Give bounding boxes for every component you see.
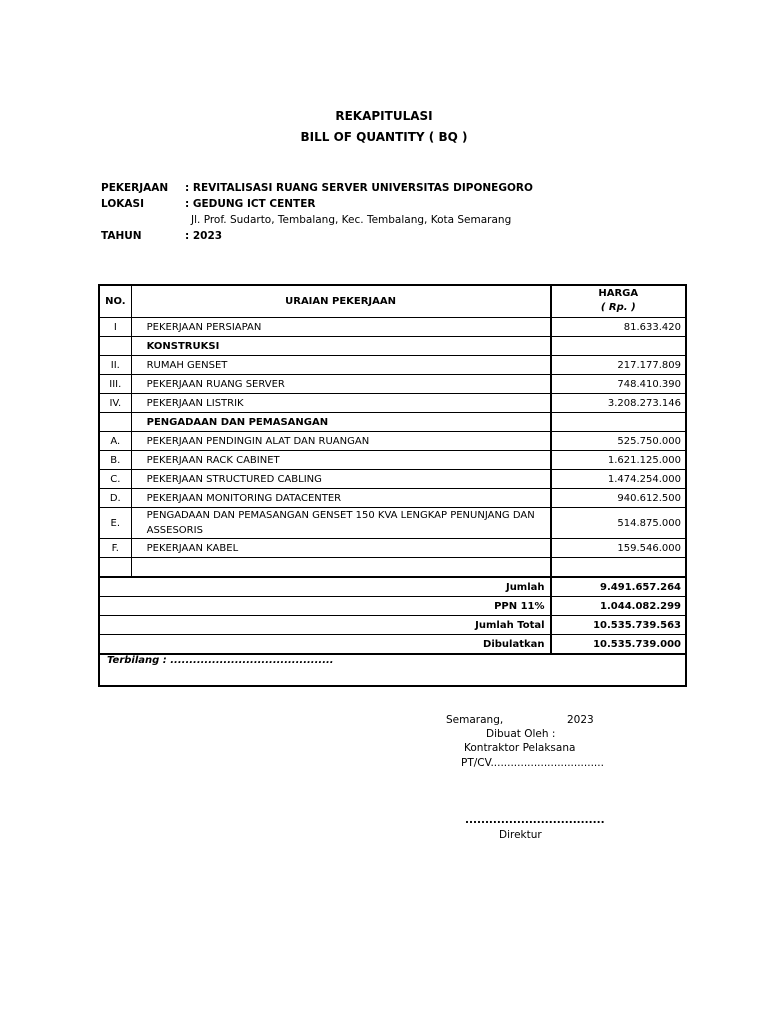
row-value: 81.633.420 — [551, 318, 686, 337]
terbilang-row — [99, 654, 686, 686]
row-value: 1.621.125.000 — [551, 451, 686, 470]
total-value: 10.535.739.000 — [551, 635, 686, 655]
terbilang-text: Terbilang : ........................................... — [99, 654, 686, 686]
lokasi-label: LOKASI — [101, 198, 144, 210]
total-row — [99, 597, 686, 616]
header-no: NO. — [99, 285, 131, 318]
table-row — [99, 413, 686, 432]
table-row — [99, 375, 686, 394]
tahun-value: : 2023 — [185, 230, 223, 242]
row-no: III. — [99, 375, 131, 394]
row-value: 217.177.809 — [551, 356, 686, 375]
table-row — [99, 451, 686, 470]
row-description: PEKERJAAN RACK CABINET — [131, 451, 550, 470]
row-no: F. — [99, 539, 131, 558]
total-row — [99, 635, 686, 655]
row-value: 514.875.000 — [551, 508, 686, 539]
table-row — [99, 394, 686, 413]
row-value — [551, 413, 686, 432]
row-description: PENGADAAN DAN PEMASANGAN — [131, 413, 550, 432]
row-description: PEKERJAAN RUANG SERVER — [131, 375, 550, 394]
row-value: 748.410.390 — [551, 375, 686, 394]
total-label: Jumlah Total — [99, 616, 551, 635]
row-no: B. — [99, 451, 131, 470]
table-row — [99, 508, 686, 539]
total-row — [99, 577, 686, 597]
row-no — [99, 558, 131, 578]
tahun-label: TAHUN — [101, 230, 142, 242]
row-no: E. — [99, 508, 131, 539]
signature-position: Direktur — [499, 829, 542, 841]
row-description — [131, 558, 550, 578]
pekerjaan-value: : REVITALISASI RUANG SERVER UNIVERSITAS DIPONEGORO — [185, 182, 533, 194]
row-no: A. — [99, 432, 131, 451]
row-description: PEKERJAAN PERSIAPAN — [131, 318, 550, 337]
signature-made-by: Dibuat Oleh : — [486, 728, 556, 740]
row-description: KONSTRUKSI — [131, 337, 550, 356]
row-value: 525.750.000 — [551, 432, 686, 451]
row-value: 3.208.273.146 — [551, 394, 686, 413]
table-row — [99, 489, 686, 508]
row-no: I — [99, 318, 131, 337]
row-no — [99, 337, 131, 356]
table-row — [99, 539, 686, 558]
row-value: 1.474.254.000 — [551, 470, 686, 489]
table-row — [99, 470, 686, 489]
row-description: PEKERJAAN PENDINGIN ALAT DAN RUANGAN — [131, 432, 550, 451]
row-description: PEKERJAAN MONITORING DATACENTER — [131, 489, 550, 508]
total-value: 1.044.082.299 — [551, 597, 686, 616]
signature-name-line: ................................... — [465, 814, 605, 826]
header-uraian: URAIAN PEKERJAAN — [131, 285, 550, 318]
row-no: IV. — [99, 394, 131, 413]
table-header-row — [99, 285, 686, 318]
row-value: 940.612.500 — [551, 489, 686, 508]
total-value: 10.535.739.563 — [551, 616, 686, 635]
table-row — [99, 318, 686, 337]
lokasi-value: : GEDUNG ICT CENTER — [185, 198, 316, 210]
total-label: Jumlah — [99, 577, 551, 597]
table-row — [99, 337, 686, 356]
row-description: PENGADAAN DAN PEMASANGAN GENSET 150 KVA LENGKAP PENUNJANG DAN ASSESORIS — [131, 508, 550, 539]
row-no: D. — [99, 489, 131, 508]
signature-company: PT/CV.................................. — [461, 757, 604, 769]
signature-place: Semarang, — [446, 714, 504, 726]
table-row — [99, 432, 686, 451]
signature-year: 2023 — [567, 714, 594, 726]
header-harga-unit: ( Rp. ) — [600, 302, 636, 313]
row-value — [551, 337, 686, 356]
table-row — [99, 356, 686, 375]
row-no: II. — [99, 356, 131, 375]
row-no — [99, 413, 131, 432]
total-label: PPN 11% — [99, 597, 551, 616]
row-value — [551, 558, 686, 578]
signature-role: Kontraktor Pelaksana — [464, 742, 576, 754]
total-value: 9.491.657.264 — [551, 577, 686, 597]
header-harga-label: HARGA — [598, 288, 639, 299]
row-description: PEKERJAAN KABEL — [131, 539, 550, 558]
pekerjaan-label: PEKERJAAN — [101, 182, 169, 194]
document-title: REKAPITULASI — [335, 109, 433, 123]
row-description: PEKERJAAN STRUCTURED CABLING — [131, 470, 550, 489]
row-description: RUMAH GENSET — [131, 356, 550, 375]
table-row — [99, 558, 686, 578]
row-no: C. — [99, 470, 131, 489]
row-description: PEKERJAAN LISTRIK — [131, 394, 550, 413]
header-harga — [551, 285, 686, 318]
boq-table — [98, 284, 687, 687]
total-row — [99, 616, 686, 635]
total-label: Dibulatkan — [99, 635, 551, 655]
row-value: 159.546.000 — [551, 539, 686, 558]
lokasi-address: Jl. Prof. Sudarto, Tembalang, Kec. Tembalang, Kota Semarang — [191, 214, 512, 226]
document-subtitle: BILL OF QUANTITY ( BQ ) — [300, 130, 468, 144]
